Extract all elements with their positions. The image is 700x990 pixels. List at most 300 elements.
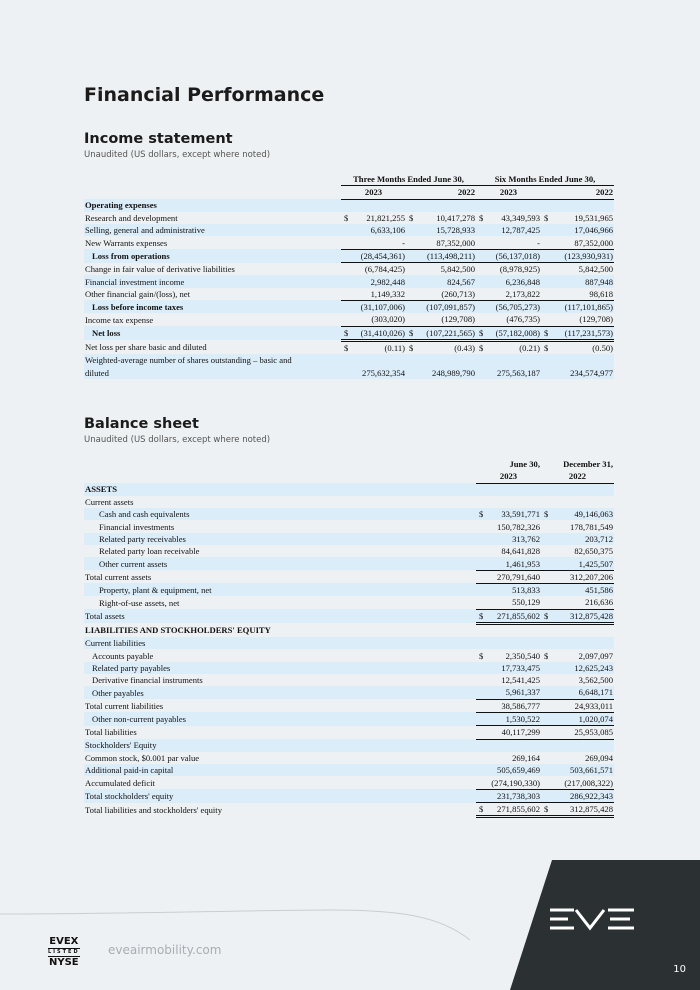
row-label: Additional paid-in capital: [84, 764, 476, 776]
currency-symbol: $: [409, 213, 414, 224]
table-row: [84, 236, 614, 249]
value-cell: (0.21): [519, 343, 540, 353]
balance-sheet-title: Balance sheet: [84, 416, 199, 432]
table-row: [84, 545, 614, 557]
june-header: June 30,: [509, 459, 540, 470]
value-cell: (129,708): [549, 313, 614, 326]
row-label: Total stockholders' equity: [84, 789, 476, 802]
value-cell: (57,182,008): [484, 326, 541, 340]
currency-symbol: [541, 224, 549, 236]
value-cell: 203,712: [549, 533, 614, 545]
currency-symbol: [476, 275, 484, 287]
six-months-header: Six Months Ended June 30,: [476, 173, 614, 186]
row-label: Current liabilities: [84, 637, 476, 649]
table-row: [84, 637, 614, 649]
value-cell: 17,733,475: [484, 662, 541, 674]
value-cell: 1,020,074: [549, 712, 614, 725]
table-row: [84, 366, 614, 378]
value-cell: 451,586: [549, 583, 614, 596]
currency-symbol: $: [541, 508, 549, 520]
table-row: [84, 649, 614, 661]
table-row: [84, 596, 614, 609]
currency-symbol: [541, 313, 549, 326]
currency-symbol: $: [541, 326, 549, 340]
value-cell: 1,149,332: [349, 288, 406, 301]
value-cell: 19,531,965: [574, 213, 614, 224]
value-cell: 3,562,500: [578, 675, 614, 686]
table-row: [84, 508, 614, 520]
value-cell: [549, 483, 614, 496]
table-row: [84, 699, 614, 712]
currency-symbol: [476, 752, 484, 764]
value-cell: (0.43): [454, 343, 475, 353]
currency-symbol: [541, 300, 549, 313]
table-row: [84, 752, 614, 764]
value-cell: 84,641,828: [501, 546, 540, 557]
currency-symbol: [541, 596, 549, 609]
currency-symbol: [541, 249, 549, 262]
row-label: Other current assets: [84, 557, 476, 570]
value-cell: [549, 496, 614, 508]
value-cell: 2,173,822: [484, 288, 541, 301]
row-label: Common stock, $0.001 par value: [85, 752, 200, 763]
currency-symbol: [476, 533, 484, 545]
currency-symbol: [476, 623, 484, 637]
row-label: Stockholders' Equity: [84, 739, 476, 752]
value-cell: 24,933,011: [549, 699, 614, 712]
currency-symbol: [541, 764, 549, 776]
table-row: [84, 326, 614, 340]
value-cell: 2,982,448: [349, 275, 406, 287]
value-cell: 271,855,602: [484, 609, 541, 623]
row-label: Accounts payable: [92, 650, 154, 661]
currency-symbol: [476, 712, 484, 725]
value-cell: 275,632,354: [349, 366, 406, 378]
currency-symbol: [541, 520, 549, 532]
value-cell: 33,591,771: [484, 508, 541, 520]
value-cell: [414, 199, 476, 212]
table-row: [84, 354, 614, 366]
row-label: Total assets: [84, 609, 476, 623]
value-cell: [484, 199, 541, 212]
currency-symbol: [476, 288, 484, 301]
balance-col-header-row: [84, 458, 614, 470]
currency-symbol: $: [476, 508, 484, 520]
table-row: [84, 776, 614, 789]
currency-symbol: [476, 300, 484, 313]
currency-symbol: $: [541, 609, 549, 623]
currency-symbol: $: [344, 213, 349, 224]
value-cell: 98,618: [549, 288, 614, 301]
currency-symbol: $: [476, 326, 484, 340]
value-cell: 505,659,469: [484, 764, 541, 776]
table-row: [84, 712, 614, 725]
table-row: [84, 300, 614, 313]
value-cell: (217,008,322): [549, 776, 614, 789]
table-row: [84, 483, 614, 496]
currency-symbol: [541, 726, 549, 739]
value-cell: -: [484, 236, 541, 249]
row-label: Related party loan receivable: [99, 546, 200, 557]
currency-symbol: [476, 637, 484, 649]
table-row: [84, 212, 614, 224]
value-cell: 10,417,278: [436, 213, 475, 224]
currency-symbol: $: [341, 326, 349, 340]
income-period-header-row: [84, 173, 614, 186]
currency-symbol: [541, 686, 549, 699]
row-label: Right-of-use assets, net: [99, 597, 180, 608]
value-cell: (56,705,273): [484, 300, 541, 313]
currency-symbol: [406, 275, 414, 287]
currency-symbol: [341, 354, 349, 366]
value-cell: 12,541,425: [501, 675, 540, 686]
table-row: [84, 249, 614, 262]
currency-symbol: [541, 533, 549, 545]
value-cell: (8,978,925): [499, 264, 540, 275]
table-row: [84, 674, 614, 686]
value-cell: [414, 354, 476, 366]
row-label: Accumulated deficit: [85, 777, 155, 788]
row-label: Total current assets: [85, 571, 152, 582]
row-label: Loss before income taxes: [84, 300, 341, 313]
value-cell: 269,164: [512, 752, 540, 763]
currency-symbol: [476, 199, 484, 212]
row-label: ASSETS: [84, 483, 476, 496]
currency-symbol: [476, 789, 484, 802]
currency-symbol: [406, 300, 414, 313]
value-cell: 49,146,063: [549, 508, 614, 520]
value-cell: 824,567: [414, 275, 476, 287]
table-row: [84, 496, 614, 508]
row-label: Net loss: [84, 326, 341, 340]
value-cell: 1,530,522: [484, 712, 541, 725]
row-label: New Warrants expenses: [85, 237, 168, 248]
value-cell: 503,661,571: [549, 764, 614, 776]
value-cell: -: [349, 236, 406, 249]
currency-symbol: [541, 789, 549, 802]
currency-symbol: [541, 712, 549, 725]
value-cell: 312,875,428: [549, 609, 614, 623]
table-row: [84, 686, 614, 699]
value-cell: (0.11): [384, 343, 405, 353]
currency-symbol: [541, 263, 549, 276]
currency-symbol: [541, 275, 549, 287]
table-row: [84, 764, 614, 776]
currency-symbol: [476, 662, 484, 674]
footer-dark-panel: [510, 860, 700, 990]
table-row: [84, 520, 614, 532]
row-label: Cash and cash equivalents: [84, 508, 476, 520]
three-months-header: Three Months Ended June 30,: [341, 173, 476, 186]
value-cell: 40,117,299: [484, 726, 541, 739]
row-label: Weighted-average number of shares outstanding – basic and: [84, 354, 341, 366]
currency-symbol: [341, 366, 349, 378]
value-cell: 269,094: [585, 752, 614, 763]
value-cell: (117,101,865): [549, 300, 614, 313]
exchange-name: NYSE: [48, 957, 79, 968]
currency-symbol: [476, 583, 484, 596]
year-header: 2023: [341, 186, 406, 199]
website-link[interactable]: eveairmobility.com: [108, 943, 222, 957]
value-cell: (117,231,573): [549, 326, 614, 340]
income-statement-table: [84, 173, 614, 379]
income-year-header-row: [84, 186, 614, 199]
row-label: Operating expenses: [84, 199, 341, 212]
currency-symbol: [541, 288, 549, 301]
value-cell: [484, 739, 541, 752]
value-cell: 270,791,640: [484, 570, 541, 583]
currency-symbol: [406, 249, 414, 262]
value-cell: (0.50): [592, 343, 614, 353]
currency-symbol: [541, 557, 549, 570]
value-cell: 5,842,500: [578, 264, 614, 275]
value-cell: 21,821,255: [366, 213, 405, 224]
currency-symbol: [476, 764, 484, 776]
value-cell: 1,425,507: [549, 557, 614, 570]
december-header: December 31,: [563, 459, 614, 470]
currency-symbol: [541, 496, 549, 508]
value-cell: [484, 623, 541, 637]
value-cell: 248,989,790: [414, 366, 476, 378]
value-cell: 312,875,428: [549, 803, 614, 817]
value-cell: (28,454,361): [349, 249, 406, 262]
row-label: Research and development: [85, 213, 178, 224]
row-label: Income tax expense: [85, 314, 154, 325]
table-row: [84, 739, 614, 752]
row-label: Net loss per share basic and diluted: [85, 342, 207, 353]
value-cell: 5,961,337: [484, 686, 541, 699]
value-cell: [549, 739, 614, 752]
value-cell: 87,352,000: [414, 236, 476, 249]
currency-symbol: [541, 483, 549, 496]
value-cell: 5,842,500: [440, 264, 475, 275]
value-cell: (56,137,018): [484, 249, 541, 262]
currency-symbol: [541, 699, 549, 712]
value-cell: 234,574,977: [549, 366, 614, 378]
currency-symbol: [476, 263, 484, 276]
value-cell: 1,461,953: [484, 557, 541, 570]
year-header: 2022: [541, 470, 614, 483]
value-cell: (274,190,330): [484, 776, 541, 789]
value-cell: 38,586,777: [484, 699, 541, 712]
currency-symbol: [541, 674, 549, 686]
value-cell: 178,781,549: [570, 521, 614, 532]
value-cell: (6,784,425): [364, 264, 405, 275]
currency-symbol: [341, 236, 349, 249]
value-cell: [549, 354, 614, 366]
year-header: 2023: [476, 186, 541, 199]
table-row: [84, 623, 614, 637]
value-cell: [549, 637, 614, 649]
currency-symbol: [406, 313, 414, 326]
value-cell: (113,498,211): [414, 249, 476, 262]
balance-year-header-row: [84, 470, 614, 483]
row-label: Current assets: [85, 497, 134, 508]
value-cell: 17,046,966: [549, 224, 614, 236]
year-header: 2023: [476, 470, 541, 483]
value-cell: 6,648,171: [549, 686, 614, 699]
currency-symbol: [341, 199, 349, 212]
table-row: [84, 224, 614, 236]
income-statement-subtitle: Unaudited (US dollars, except where noted): [84, 150, 271, 160]
currency-symbol: [406, 199, 414, 212]
value-cell: 12,625,243: [549, 662, 614, 674]
value-cell: 231,738,303: [484, 789, 541, 802]
value-cell: (123,930,931): [549, 249, 614, 262]
currency-symbol: [476, 699, 484, 712]
currency-symbol: [476, 496, 484, 508]
value-cell: 6,236,848: [484, 275, 541, 287]
currency-symbol: [341, 288, 349, 301]
value-cell: 271,855,602: [484, 803, 541, 817]
value-cell: [484, 354, 541, 366]
table-row: [84, 557, 614, 570]
row-label: Property, plant & equipment, net: [84, 583, 476, 596]
table-row: [84, 570, 614, 583]
currency-symbol: $: [479, 650, 484, 661]
row-label: Other non-current payables: [84, 712, 476, 725]
value-cell: (260,713): [414, 288, 476, 301]
row-label: Financial investments: [99, 521, 175, 532]
table-row: [84, 609, 614, 623]
currency-symbol: [341, 313, 349, 326]
balance-sheet-table: [84, 458, 614, 818]
value-cell: 6,633,106: [349, 224, 406, 236]
table-row: [84, 275, 614, 287]
currency-symbol: [341, 224, 349, 236]
currency-symbol: [476, 545, 484, 557]
currency-symbol: [341, 300, 349, 313]
currency-symbol: [476, 557, 484, 570]
currency-symbol: [541, 354, 549, 366]
value-cell: 150,782,326: [497, 521, 540, 532]
currency-symbol: $: [541, 803, 549, 817]
value-cell: [549, 623, 614, 637]
balance-sheet-subtitle: Unaudited (US dollars, except where noted): [84, 435, 271, 445]
currency-symbol: [476, 354, 484, 366]
currency-symbol: $: [544, 650, 549, 661]
ticker-symbol: EVEX: [49, 936, 79, 947]
value-cell: 2,350,540: [505, 650, 540, 661]
page-title: Financial Performance: [84, 84, 325, 106]
table-row: [84, 313, 614, 326]
row-label: Total liabilities and stockholders' equity: [85, 804, 222, 815]
currency-symbol: $: [476, 803, 484, 817]
currency-symbol: [541, 637, 549, 649]
value-cell: [484, 637, 541, 649]
currency-symbol: [541, 662, 549, 674]
table-row: [84, 803, 614, 817]
row-label: Loss from operations: [84, 249, 341, 262]
currency-symbol: [541, 739, 549, 752]
currency-symbol: [406, 366, 414, 378]
currency-symbol: [541, 583, 549, 596]
currency-symbol: [406, 236, 414, 249]
value-cell: (303,020): [349, 313, 406, 326]
income-statement-title: Income statement: [84, 131, 233, 147]
value-cell: 43,349,593: [501, 213, 540, 224]
currency-symbol: $: [544, 213, 549, 224]
value-cell: 25,953,085: [549, 726, 614, 739]
row-label: Selling, general and administrative: [84, 224, 341, 236]
currency-symbol: $: [544, 343, 549, 353]
value-cell: (31,410,026): [349, 326, 406, 340]
value-cell: 82,650,375: [574, 546, 614, 557]
value-cell: 15,728,933: [414, 224, 476, 236]
currency-symbol: [541, 752, 549, 764]
currency-symbol: [406, 263, 414, 276]
value-cell: 312,207,206: [549, 570, 614, 583]
currency-symbol: [541, 199, 549, 212]
listed-label: LISTED: [48, 949, 80, 955]
row-label: Total liabilities: [85, 727, 137, 738]
currency-symbol: $: [409, 343, 414, 353]
currency-symbol: [476, 686, 484, 699]
currency-symbol: $: [406, 326, 414, 340]
value-cell: 550,129: [484, 596, 541, 609]
value-cell: (129,708): [414, 313, 476, 326]
table-row: [84, 263, 614, 276]
currency-symbol: [476, 313, 484, 326]
table-row: [84, 583, 614, 596]
table-row: [84, 662, 614, 674]
row-label: diluted: [84, 366, 341, 378]
value-cell: [349, 199, 406, 212]
currency-symbol: $: [476, 609, 484, 623]
value-cell: [349, 354, 406, 366]
row-label: Change in fair value of derivative liabilities: [85, 263, 235, 274]
currency-symbol: [476, 366, 484, 378]
currency-symbol: [476, 483, 484, 496]
currency-symbol: [406, 354, 414, 366]
currency-symbol: [541, 366, 549, 378]
value-cell: 12,787,425: [484, 224, 541, 236]
year-header: 2022: [541, 186, 614, 199]
value-cell: 87,352,000: [549, 236, 614, 249]
row-label: Other payables: [84, 686, 476, 699]
currency-symbol: [541, 236, 549, 249]
value-cell: 286,922,343: [549, 789, 614, 802]
currency-symbol: $: [344, 343, 349, 353]
row-label: LIABILITIES AND STOCKHOLDERS' EQUITY: [85, 625, 271, 636]
row-label: Derivative financial instruments: [92, 675, 203, 686]
value-cell: (31,107,006): [349, 300, 406, 313]
currency-symbol: [541, 623, 549, 637]
table-row: [84, 340, 614, 354]
row-label: Related party payables: [84, 662, 476, 674]
currency-symbol: [476, 739, 484, 752]
year-header: 2022: [406, 186, 476, 199]
row-label: Related party receivables: [84, 533, 476, 545]
currency-symbol: [476, 249, 484, 262]
value-cell: [549, 199, 614, 212]
value-cell: 313,762: [484, 533, 541, 545]
currency-symbol: [476, 570, 484, 583]
currency-symbol: [476, 674, 484, 686]
value-cell: (107,221,565): [414, 326, 476, 340]
value-cell: 275,563,187: [484, 366, 541, 378]
currency-symbol: [341, 275, 349, 287]
currency-symbol: [341, 249, 349, 262]
value-cell: (476,735): [484, 313, 541, 326]
currency-symbol: [406, 288, 414, 301]
page-number: 10: [673, 964, 686, 975]
currency-symbol: [541, 545, 549, 557]
table-row: [84, 726, 614, 739]
row-label: Other financial gain/(loss), net: [85, 289, 191, 300]
row-label: Total current liabilities: [85, 700, 164, 711]
currency-symbol: [476, 236, 484, 249]
